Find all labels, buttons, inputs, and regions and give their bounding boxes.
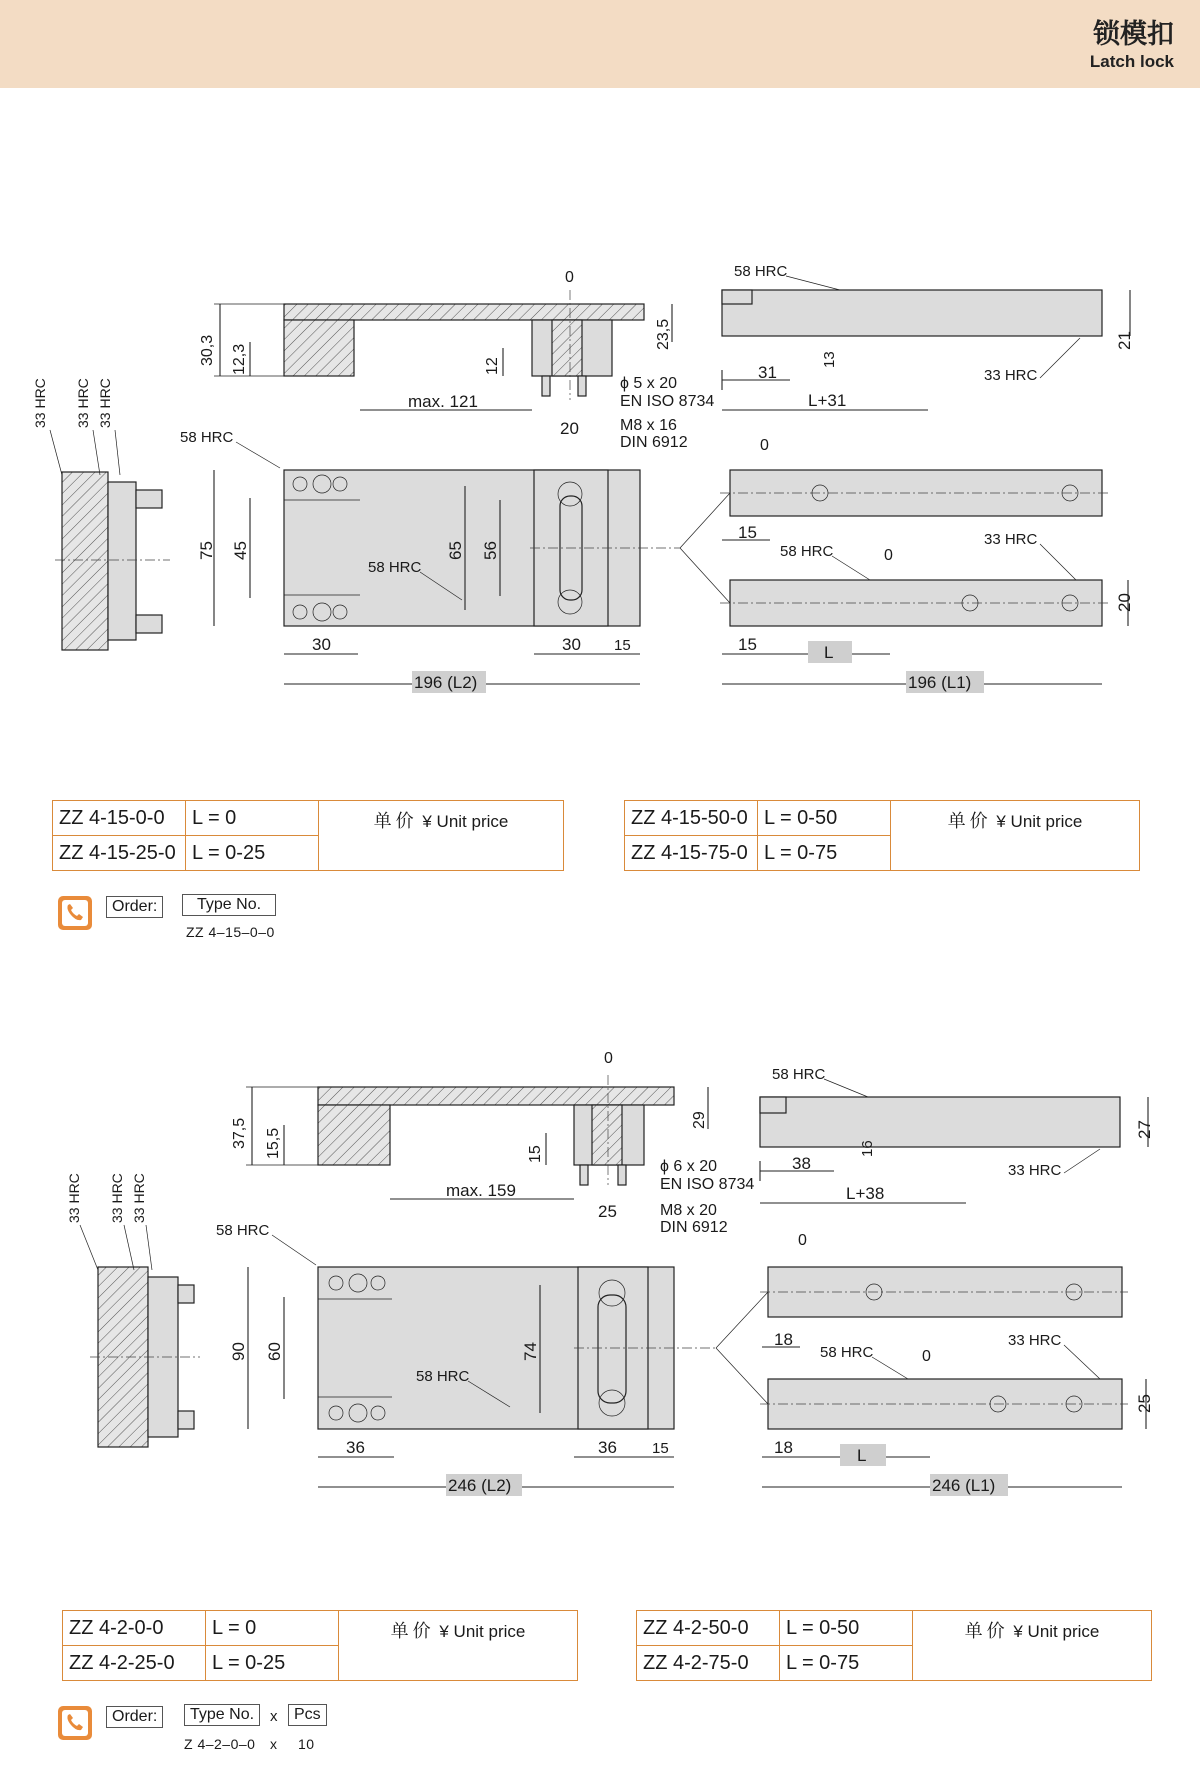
price-label-en: ¥ Unit price: [1013, 1622, 1100, 1641]
table-row: [625, 801, 1140, 836]
page-header: [0, 0, 1200, 88]
hrc-label: 58 HRC: [368, 559, 422, 576]
latch-side-view: [722, 263, 1134, 410]
dim-pin-std: EN ISO 8734: [620, 393, 715, 410]
side-view: [66, 1173, 200, 1447]
plan-view: [216, 1222, 716, 1496]
dim-width: 15: [614, 637, 631, 654]
dim-height: 60: [265, 1342, 284, 1361]
dim-width: 15: [652, 1440, 669, 1457]
dim-width: 15: [738, 523, 757, 542]
section-view: [199, 269, 714, 451]
dim-height: 74: [521, 1342, 540, 1361]
order-quantity: 10: [298, 1736, 315, 1752]
dim-width: 25: [598, 1202, 617, 1221]
hrc-label: 58 HRC: [820, 1344, 874, 1361]
dim-length-l2: 246 (L2): [448, 1476, 512, 1495]
unit-price-cell: [339, 1611, 578, 1681]
dim-height: 65: [446, 541, 465, 560]
technical-drawing-zz4-15: [0, 250, 1200, 730]
phone-icon: [58, 1706, 92, 1740]
part-length: L = 0-50: [780, 1611, 913, 1646]
order-code-example: Z 4–2–0–0: [184, 1736, 256, 1752]
dim-length: L+38: [846, 1184, 885, 1203]
dim-width: 18: [774, 1438, 793, 1457]
dim-zero: 0: [565, 269, 574, 286]
unit-price-cell: [319, 801, 564, 871]
dim-height: 21: [1115, 331, 1134, 350]
price-label-cn: 单价: [373, 811, 418, 832]
table-row: [63, 1611, 578, 1646]
hrc-label: 33 HRC: [75, 378, 91, 428]
part-code: ZZ 4-15-25-0: [53, 836, 186, 871]
dim-width: 30: [562, 635, 581, 654]
dim-height: 16: [859, 1140, 876, 1157]
dim-height: 13: [821, 351, 838, 368]
part-code: ZZ 4-2-25-0: [63, 1646, 206, 1681]
part-length: L = 0-25: [186, 836, 319, 871]
hrc-label: 58 HRC: [216, 1222, 270, 1239]
latch-side-view: [760, 1066, 1154, 1203]
price-table-right: [636, 1610, 1152, 1681]
dim-screw: M8 x 20: [660, 1202, 717, 1219]
dim-width: 36: [598, 1438, 617, 1457]
dim-height: 15,5: [265, 1127, 282, 1159]
price-table-left: [62, 1610, 578, 1681]
title-english: Latch lock: [1089, 52, 1174, 71]
part-length: L = 0-75: [758, 836, 891, 871]
dim-width: 36: [346, 1438, 365, 1457]
price-label-cn: 单价: [390, 1621, 435, 1642]
dim-width: 38: [792, 1154, 811, 1173]
price-label-en: ¥ Unit price: [996, 812, 1083, 831]
part-code: ZZ 4-15-75-0: [625, 836, 758, 871]
hrc-label: 33 HRC: [131, 1173, 147, 1223]
part-code: ZZ 4-2-75-0: [637, 1646, 780, 1681]
dim-length-l1: 246 (L1): [932, 1476, 996, 1495]
dim-screw-std: DIN 6912: [620, 434, 688, 451]
dim-height: 25: [1135, 1394, 1154, 1413]
dim-height: 12: [484, 357, 501, 375]
table-row: [53, 801, 564, 836]
latch-plan-views: [716, 1232, 1154, 1496]
hrc-label: 58 HRC: [772, 1066, 826, 1083]
pcs-label: Pcs: [288, 1704, 327, 1726]
part-length: L = 0-75: [780, 1646, 913, 1681]
side-view: [32, 378, 170, 650]
dim-variable-length: L: [857, 1446, 867, 1465]
price-table-left: [52, 800, 564, 871]
dim-pin: ϕ 5 x 20: [620, 375, 677, 392]
hrc-label: 33 HRC: [984, 531, 1038, 548]
technical-drawing-zz4-2: [0, 1045, 1200, 1535]
dim-width: 18: [774, 1330, 793, 1349]
dim-width: 30: [312, 635, 331, 654]
hrc-label: 33 HRC: [984, 367, 1038, 384]
dim-max: max. 121: [408, 392, 478, 411]
hrc-label: 58 HRC: [180, 429, 234, 446]
part-code: ZZ 4-2-0-0: [63, 1611, 206, 1646]
dim-height: 37,5: [231, 1117, 248, 1149]
dim-zero: 0: [884, 547, 893, 564]
unit-price-cell: [891, 801, 1140, 871]
part-length: L = 0: [206, 1611, 339, 1646]
dim-height: 27: [1135, 1120, 1154, 1139]
hrc-label: 33 HRC: [109, 1173, 125, 1223]
dim-width: 31: [758, 363, 777, 382]
order-label: Order:: [106, 1706, 163, 1728]
dim-variable-length: L: [824, 643, 834, 662]
hrc-label: 33 HRC: [1008, 1332, 1062, 1349]
hrc-label: 58 HRC: [734, 263, 788, 280]
price-table-right: [624, 800, 1140, 871]
order-info: [58, 896, 318, 946]
price-label-cn: 单价: [947, 811, 992, 832]
dim-length-l2: 196 (L2): [414, 673, 478, 692]
multiply-sign: x: [270, 1708, 278, 1725]
dim-zero: 0: [922, 1348, 931, 1365]
latch-plan-views: [680, 437, 1134, 693]
unit-price-cell: [913, 1611, 1152, 1681]
hrc-label: 33 HRC: [1008, 1162, 1062, 1179]
price-label-en: ¥ Unit price: [439, 1622, 526, 1641]
plan-view: [180, 429, 680, 693]
dim-screw-std: DIN 6912: [660, 1219, 728, 1236]
type-no-label: Type No.: [184, 1704, 260, 1726]
dim-length: L+31: [808, 391, 847, 410]
dim-height: 90: [229, 1342, 248, 1361]
dim-height: 23,5: [655, 318, 672, 350]
order-info: [58, 1706, 358, 1762]
hrc-label: 33 HRC: [32, 378, 48, 428]
phone-icon: [58, 896, 92, 930]
hrc-label: 33 HRC: [97, 378, 113, 428]
price-label-cn: 单价: [964, 1621, 1009, 1642]
dim-length-l1: 196 (L1): [908, 673, 972, 692]
dim-height: 29: [691, 1111, 708, 1129]
order-label: Order:: [106, 896, 163, 918]
part-length: L = 0-50: [758, 801, 891, 836]
part-length: L = 0-25: [206, 1646, 339, 1681]
dim-height: 12,3: [231, 343, 248, 375]
dim-height: 75: [197, 541, 216, 560]
dim-max: max. 159: [446, 1181, 516, 1200]
dim-pin: ϕ 6 x 20: [660, 1158, 717, 1175]
section-view: [231, 1050, 754, 1236]
hrc-label: 58 HRC: [780, 543, 834, 560]
title-chinese: 锁模扣: [1093, 19, 1174, 50]
part-code: ZZ 4-2-50-0: [637, 1611, 780, 1646]
dim-zero: 0: [760, 437, 769, 454]
dim-width: 20: [560, 419, 579, 438]
price-label-en: ¥ Unit price: [422, 812, 509, 831]
dim-zero: 0: [798, 1232, 807, 1249]
dim-height: 56: [481, 541, 500, 560]
dim-height: 45: [231, 541, 250, 560]
hrc-label: 58 HRC: [416, 1368, 470, 1385]
part-length: L = 0: [186, 801, 319, 836]
multiply-sign: x: [270, 1736, 277, 1752]
order-code-example: ZZ 4–15–0–0: [186, 924, 275, 940]
dim-zero: 0: [604, 1050, 613, 1067]
table-row: [637, 1611, 1152, 1646]
dim-pin-std: EN ISO 8734: [660, 1176, 755, 1193]
type-no-label: Type No.: [182, 894, 276, 916]
hrc-label: 33 HRC: [66, 1173, 82, 1223]
dim-height: 20: [1115, 593, 1134, 612]
dim-screw: M8 x 16: [620, 417, 677, 434]
dim-height: 30,3: [199, 334, 216, 366]
dim-height: 15: [527, 1145, 544, 1163]
part-code: ZZ 4-15-50-0: [625, 801, 758, 836]
part-code: ZZ 4-15-0-0: [53, 801, 186, 836]
dim-width: 15: [738, 635, 757, 654]
